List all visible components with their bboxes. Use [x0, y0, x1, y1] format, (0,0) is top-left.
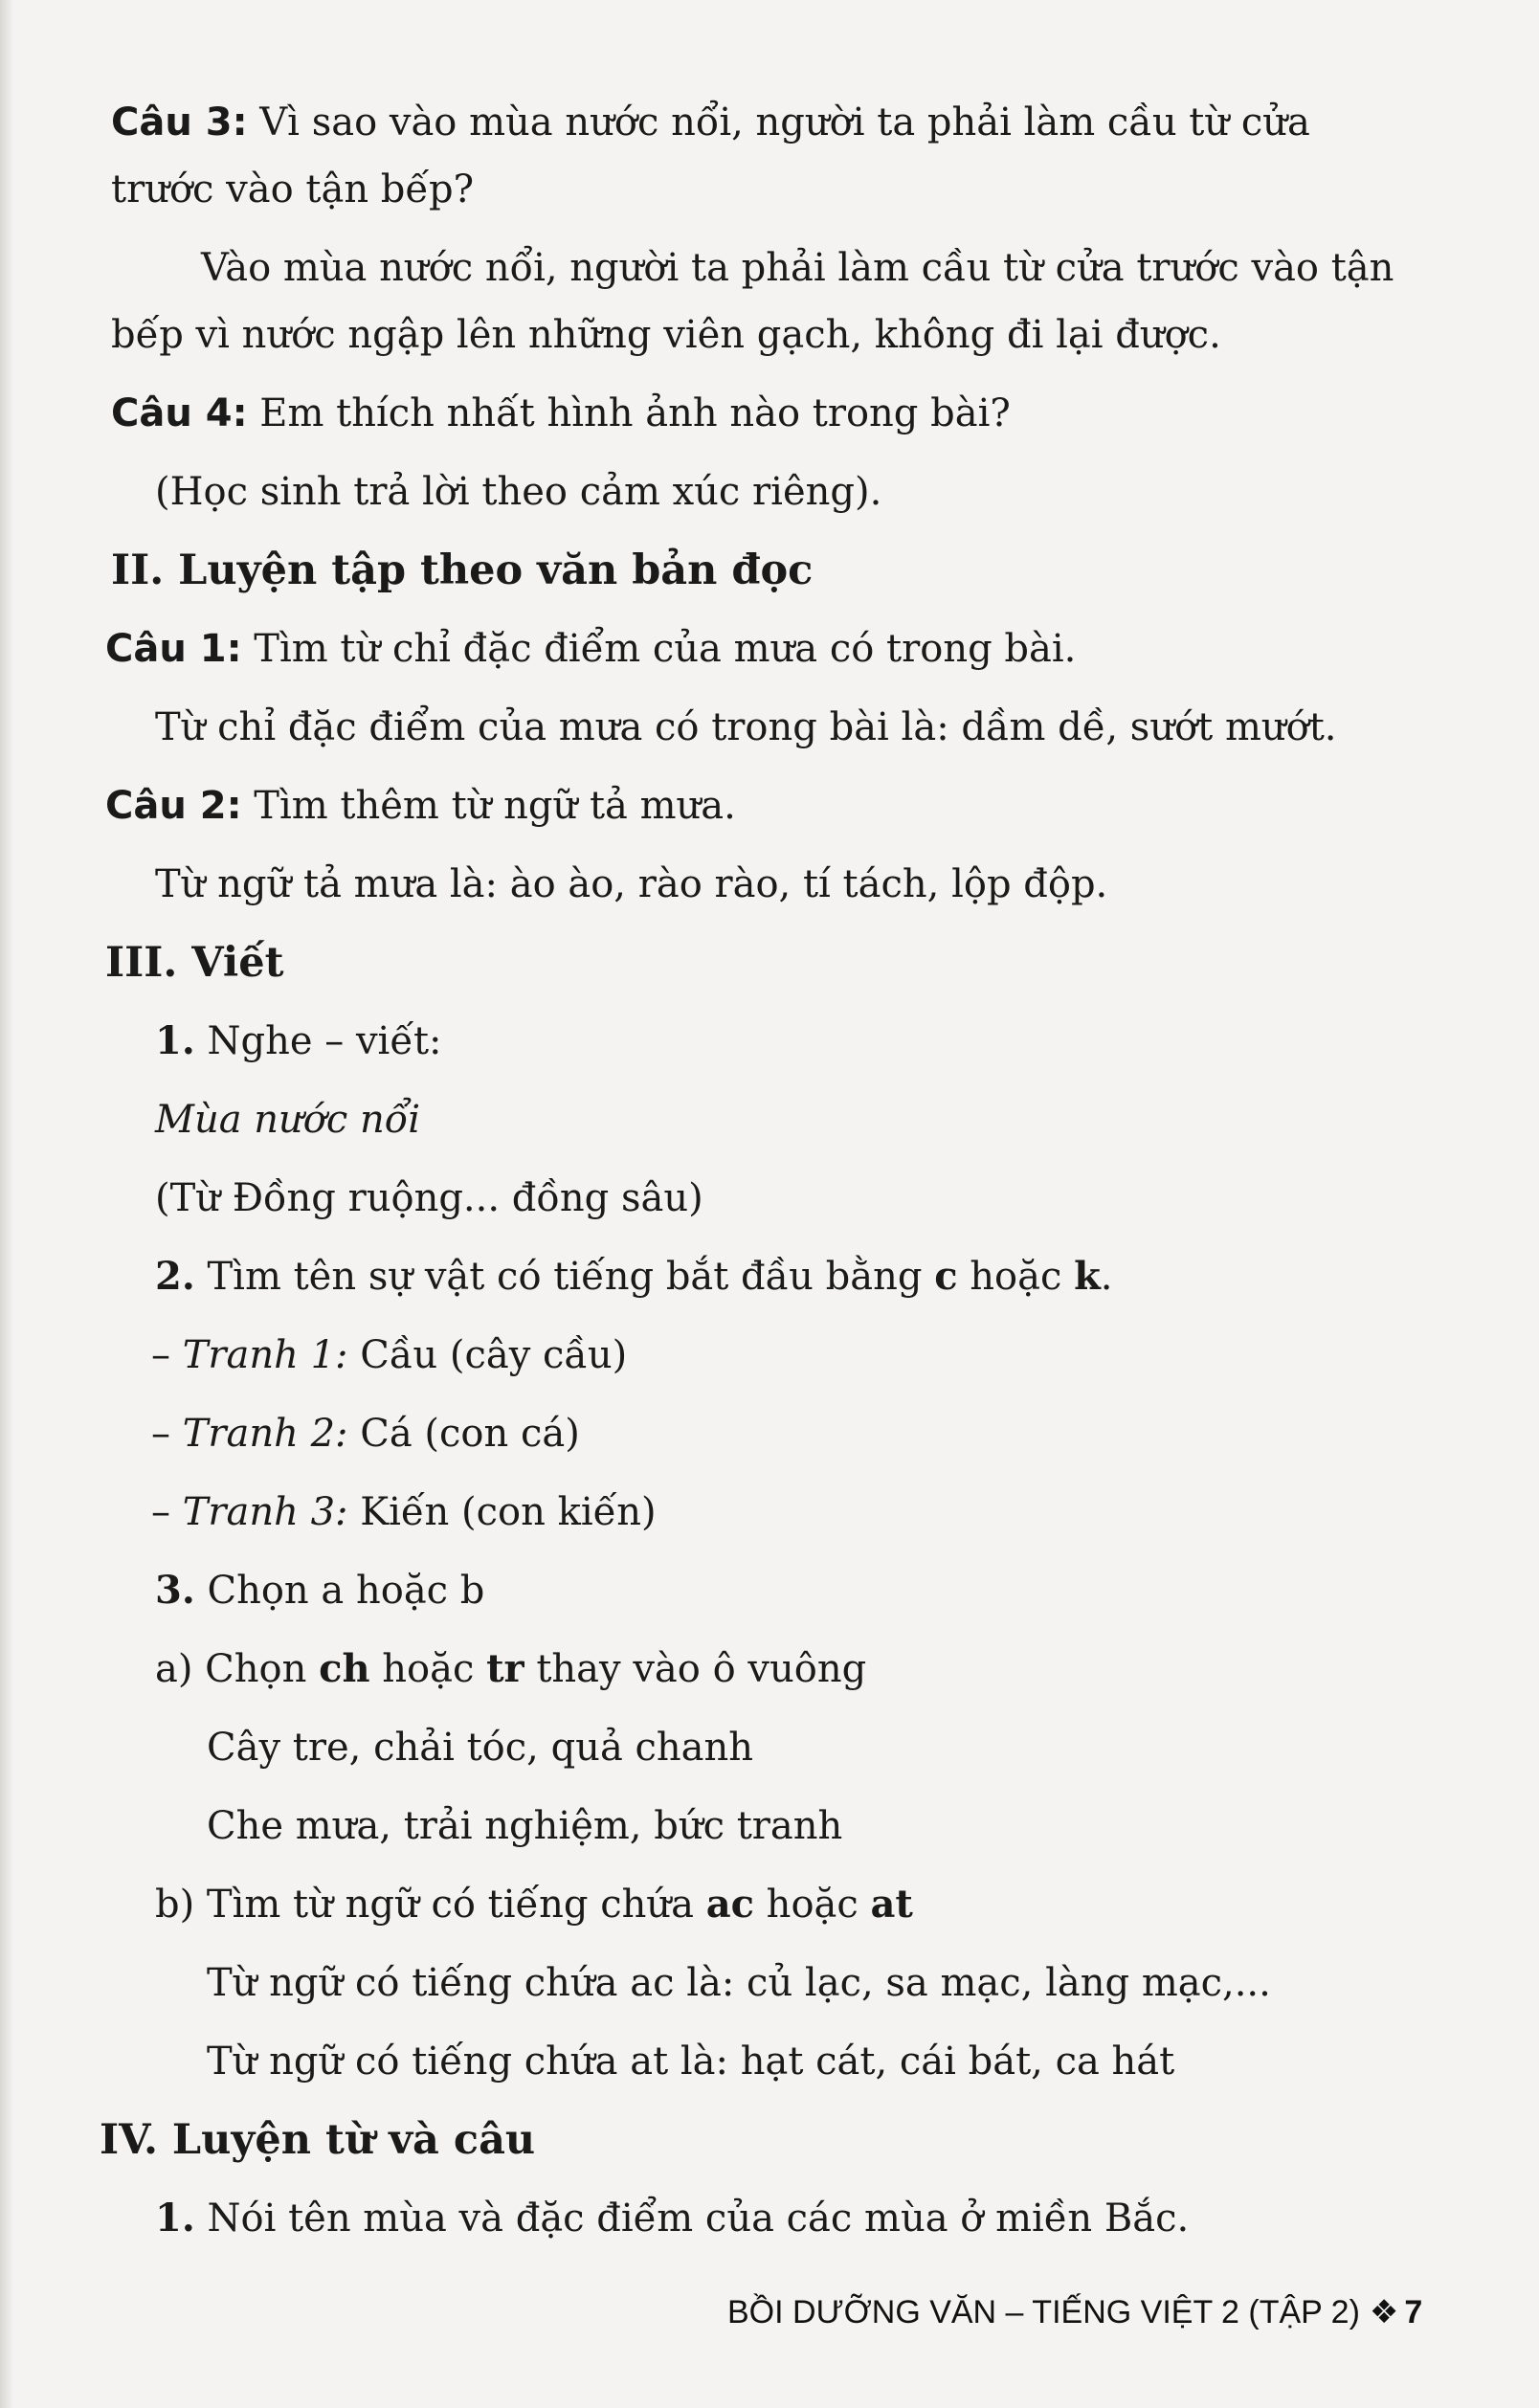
section-4-item-1: 1. Nói tên mùa và đặc điểm của các mùa ở miền Bắc. — [155, 2196, 1190, 2241]
page-edge-shadow — [0, 0, 13, 2408]
item-3a-instruction: a) Chọn ch hoặc tr thay vào ô vuông — [155, 1646, 867, 1691]
item-3b-answer-1: Từ ngữ có tiếng chứa ac là: củ lạc, sa mạc, làng mạc,... — [207, 1961, 1271, 2005]
item-3-choose: 3. Chọn a hoặc b — [155, 1568, 485, 1613]
section-2-answer-1: Từ chỉ đặc điểm của mưa có trong bài là: dầm dề, sướt mướt. — [155, 705, 1337, 749]
page-number: 7 — [1404, 2294, 1423, 2330]
item-2-find-names: 2. Tìm tên sự vật có tiếng bắt đầu bằng c hoặc k. — [155, 1254, 1113, 1299]
question-3-label: Câu 3: — [111, 100, 248, 145]
dictation-title: Mùa nước nổi — [155, 1098, 421, 1142]
section-2-heading: II. Luyện tập theo văn bản đọc — [111, 546, 814, 594]
question-2-label: Câu 2: — [105, 784, 242, 828]
answer-3-line-2: bếp vì nước ngập lên những viên gạch, không đi lại được. — [111, 313, 1221, 357]
question-4-line: Câu 4: Em thích nhất hình ảnh nào trong bài? — [111, 391, 1011, 435]
answer-3-line-1: Vào mùa nước nổi, người ta phải làm cầu từ cửa trước vào tận — [201, 246, 1394, 290]
picture-2-answer: – Tranh 2: Cá (con cá) — [151, 1412, 580, 1456]
section-4-heading: IV. Luyện từ và câu — [100, 2116, 536, 2164]
picture-1-answer: – Tranh 1: Cầu (cây cầu) — [151, 1333, 628, 1377]
picture-3-answer: – Tranh 3: Kiến (con kiến) — [151, 1490, 657, 1534]
page-footer — [727, 2293, 1422, 2331]
item-3a-answer-1: Cây tre, chải tóc, quả chanh — [207, 1726, 754, 1770]
ornament-icon: ❖ — [1369, 2294, 1399, 2330]
item-3b-answer-2: Từ ngữ có tiếng chứa at là: hạt cát, cái bát, ca hát — [207, 2040, 1175, 2084]
section-2-question-1: Câu 1: Tìm từ chỉ đặc điểm của mưa có trong bài. — [105, 627, 1077, 671]
section-3-heading: III. Viết — [105, 939, 284, 987]
question-1-label: Câu 1: — [105, 627, 242, 671]
item-1-listen-write: 1. Nghe – viết: — [155, 1018, 442, 1063]
question-3-line-2: trước vào tận bếp? — [111, 167, 475, 212]
item-3a-answer-2: Che mưa, trải nghiệm, bức tranh — [207, 1804, 843, 1848]
item-3b-instruction: b) Tìm từ ngữ có tiếng chứa ac hoặc at — [155, 1882, 913, 1927]
section-2-answer-2: Từ ngữ tả mưa là: ào ào, rào rào, tí tách, lộp độp. — [155, 862, 1108, 906]
book-title: BỒI DƯỠNG VĂN – TIẾNG VIỆT 2 (TẬP 2) — [727, 2294, 1360, 2330]
answer-4-line: (Học sinh trả lời theo cảm xúc riêng). — [155, 470, 882, 514]
question-4-label: Câu 4: — [111, 391, 248, 435]
dictation-range: (Từ Đồng ruộng... đồng sâu) — [155, 1176, 703, 1220]
question-3-line-1: Câu 3: Vì sao vào mùa nước nổi, người ta phải làm cầu từ cửa — [111, 100, 1310, 145]
section-2-question-2: Câu 2: Tìm thêm từ ngữ tả mưa. — [105, 784, 736, 828]
